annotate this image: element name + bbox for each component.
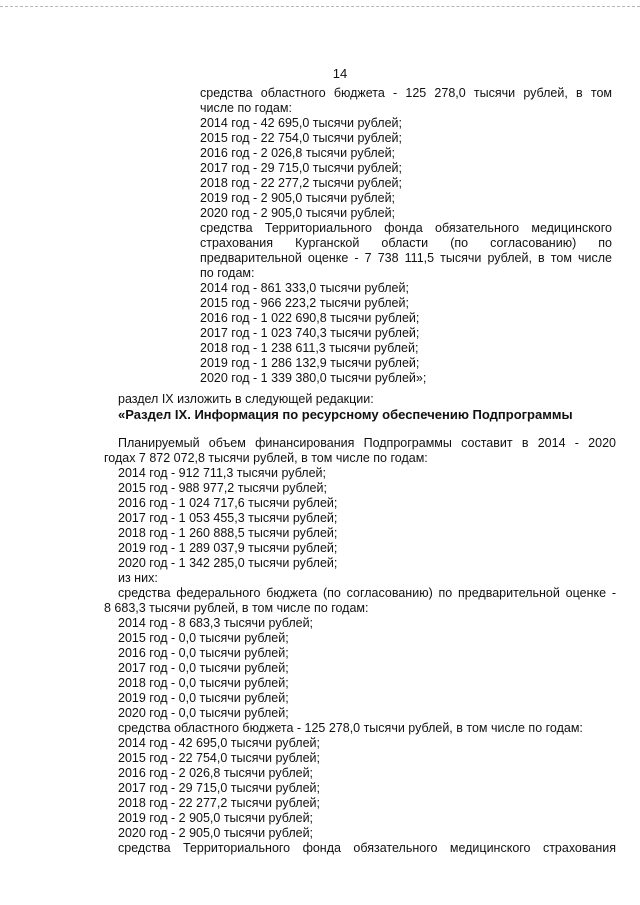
regional-intro-line2: числе по годам: (200, 101, 292, 115)
regional-year-line: 2019 год - 2 905,0 тысячи рублей; (118, 811, 314, 825)
fund-line4: по годам: (200, 266, 255, 280)
fund-line2: страхования Курганской области (по согласованию) по (200, 236, 612, 250)
fund-year-line: 2016 год - 1 022 690,8 тысячи рублей; (200, 311, 420, 325)
section-intro (118, 392, 618, 422)
plan-line1: Планируемый объем финансирования Подпрограммы составит в 2014 - 2020 (118, 436, 616, 450)
page-number: 14 (332, 66, 348, 81)
total-year-line: 2018 год - 1 260 888,5 тысячи рублей; (118, 526, 338, 540)
top-section (200, 86, 612, 386)
regional-line: средства областного бюджета - 125 278,0 тысячи рублей, в том числе по годам: (118, 721, 583, 735)
regional-year-line: 2015 год - 22 754,0 тысячи рублей; (118, 751, 320, 765)
federal-year-line: 2019 год - 0,0 тысячи рублей; (118, 691, 289, 705)
federal-year-line: 2020 год - 0,0 тысячи рублей; (118, 706, 289, 720)
regional-year-line: 2019 год - 2 905,0 тысячи рублей; (200, 191, 396, 205)
federal-year-line: 2018 год - 0,0 тысячи рублей; (118, 676, 289, 690)
fund-line3: предварительной оценке - 7 738 111,5 тысячи рублей, в том числе (200, 251, 612, 265)
fund-year-line: 2017 год - 1 023 740,3 тысячи рублей; (200, 326, 420, 340)
fund-year-line: 2018 год - 1 238 611,3 тысячи рублей; (200, 341, 419, 355)
federal-year-line: 2015 год - 0,0 тысячи рублей; (118, 631, 289, 645)
scan-top-border (0, 6, 640, 7)
regional-year-line: 2015 год - 22 754,0 тысячи рублей; (200, 131, 402, 145)
regional-year-line: 2018 год - 22 277,2 тысячи рублей; (118, 796, 320, 810)
total-year-line: 2020 год - 1 342 285,0 тысячи рублей; (118, 556, 338, 570)
section-intro-text: раздел IX изложить в следующей редакции: (118, 392, 374, 406)
federal-year-line: 2014 год - 8 683,3 тысячи рублей; (118, 616, 314, 630)
regional-year-line: 2020 год - 2 905,0 тысячи рублей; (200, 206, 396, 220)
fund-year-line: 2020 год - 1 339 380,0 тысячи рублей»; (200, 371, 427, 385)
total-year-line: 2017 год - 1 053 455,3 тысячи рублей; (118, 511, 338, 525)
federal-year-line: 2016 год - 0,0 тысячи рублей; (118, 646, 289, 660)
total-year-line: 2019 год - 1 289 037,9 тысячи рублей; (118, 541, 338, 555)
regional-intro-line1: средства областного бюджета - 125 278,0 тысячи рублей, в том (200, 86, 612, 100)
of-them-label: из них: (118, 571, 158, 585)
fund-line1: средства Территориального фонда обязательного медицинского страхования (118, 841, 616, 855)
fund-year-line: 2015 год - 966 223,2 тысячи рублей; (200, 296, 409, 310)
fund-year-line: 2014 год - 861 333,0 тысячи рублей; (200, 281, 409, 295)
regional-year-line: 2018 год - 22 277,2 тысячи рублей; (200, 176, 402, 190)
total-year-line: 2014 год - 912 711,3 тысячи рублей; (118, 466, 326, 480)
section-heading: «Раздел IX. Информация по ресурсному обеспечению Подпрограммы (118, 407, 573, 422)
federal-line2: 8 683,3 тысячи рублей, в том числе по годам: (104, 601, 369, 615)
total-year-line: 2015 год - 988 977,2 тысячи рублей; (118, 481, 327, 495)
fund-line1: средства Территориального фонда обязательного медицинского (200, 221, 612, 235)
plan-line2: годах 7 872 072,8 тысячи рублей, в том числе по годам: (104, 451, 428, 465)
regional-year-line: 2016 год - 2 026,8 тысячи рублей; (118, 766, 314, 780)
regional-year-line: 2014 год - 42 695,0 тысячи рублей; (200, 116, 402, 130)
regional-year-line: 2014 год - 42 695,0 тысячи рублей; (118, 736, 320, 750)
federal-line1: средства федерального бюджета (по согласованию) по предварительной оценке - (118, 586, 616, 600)
federal-year-line: 2017 год - 0,0 тысячи рублей; (118, 661, 289, 675)
fund-year-line: 2019 год - 1 286 132,9 тысячи рублей; (200, 356, 420, 370)
main-section (104, 436, 616, 856)
regional-year-line: 2017 год - 29 715,0 тысячи рублей; (200, 161, 402, 175)
regional-year-line: 2020 год - 2 905,0 тысячи рублей; (118, 826, 314, 840)
regional-year-line: 2017 год - 29 715,0 тысячи рублей; (118, 781, 320, 795)
total-year-line: 2016 год - 1 024 717,6 тысячи рублей; (118, 496, 338, 510)
regional-year-line: 2016 год - 2 026,8 тысячи рублей; (200, 146, 396, 160)
